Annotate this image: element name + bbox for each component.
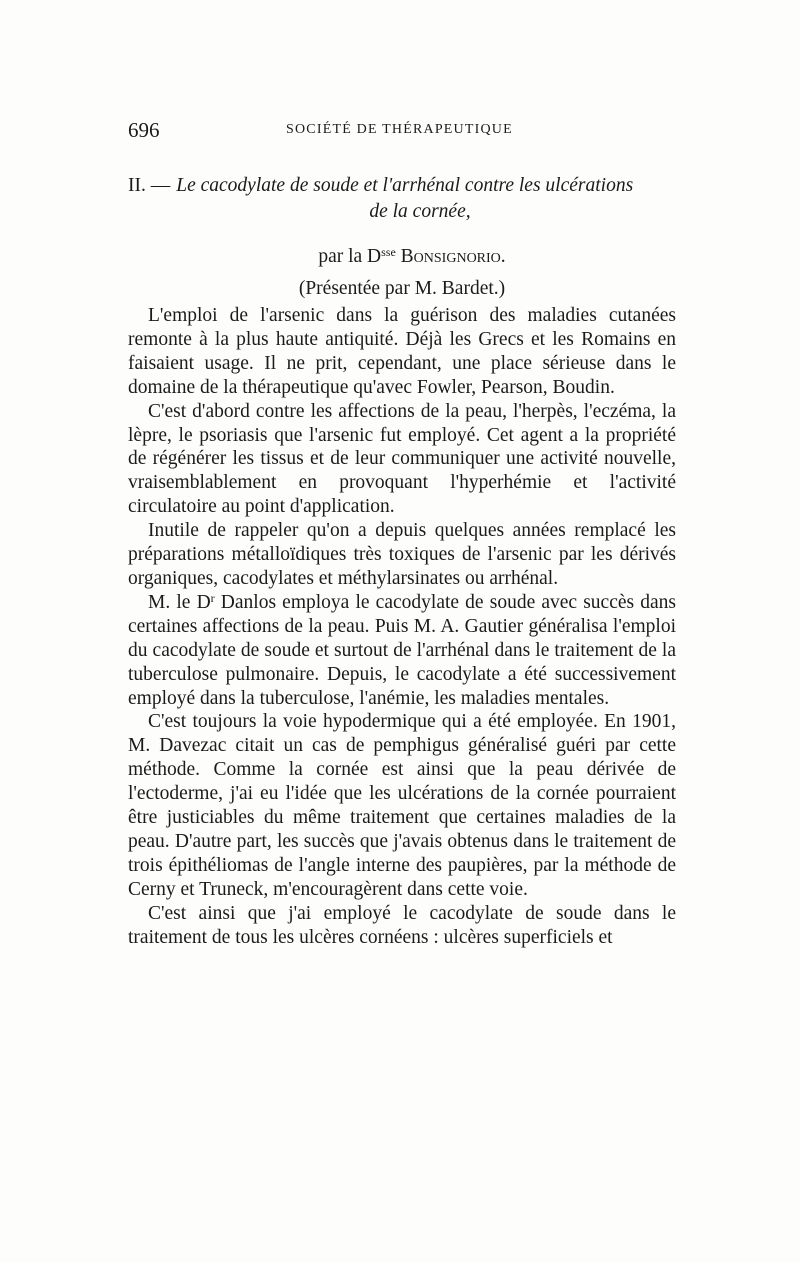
paragraph-text: Inutile de rappeler qu'on a depuis quelques années remplacé les préparations métalloïdiques très toxiques de l'arsenic par les dérivés organiques, cacodylates et méthylarsinates ou arrhénal. xyxy=(128,520,676,589)
paragraph-text: C'est toujours la voie hypodermique qui a été employée. En 1901, M. Davezac citait un cas de pemphigus généralisé guéri par cette méthode. Comme la cornée est ainsi que la peau dérivée de l'ectoderme, j'ai eu l'idée que les ulcérations de la cornée pourraient être justiciables du même traitement que certaines maladies de la peau. D'autre part, les succès que j'avais obtenus dans le traitement de trois épithéliomas de l'angle interne des paupières, par la méthode de Cerny et Truneck, m'encouragèrent dans cette voie. xyxy=(128,711,676,900)
paragraph xyxy=(128,591,676,711)
title-line-2: de la cornée, xyxy=(369,201,471,222)
paragraph xyxy=(128,902,676,950)
article-title xyxy=(128,173,676,225)
paragraph-text: L'emploi de l'arsenic dans la guérison des maladies cutanées remonte à la plus haute antiquité. Déjà les Grecs et les Romains en faisaient usage. Il ne prit, cependant, une place sérieuse dans le domaine de la thérapeutique qu'avec Fowler, Pearson, Boudin. xyxy=(128,305,676,398)
author-line xyxy=(128,236,676,273)
paragraph-text: Danlos employa le cacodylate de soude avec succès dans certaines affections de la peau. Puis M. A. Gautier généralisa l'emploi du cacodylate de soude et surtout de l'arrhénal dans le traitement de la tuberculose pulmonaire. Depuis, le cacodylate a été successivement employé dans la tuberculose, l'anémie, les maladies mentales. xyxy=(128,591,676,709)
page-number: 696 xyxy=(128,118,160,142)
paragraph xyxy=(128,304,676,400)
body-text xyxy=(128,304,676,949)
running-head: SOCIÉTÉ DE THÉRAPEUTIQUE xyxy=(286,122,513,137)
paragraph xyxy=(128,400,676,520)
paragraph xyxy=(128,710,676,901)
paragraph-text: M. le D xyxy=(148,591,211,613)
paragraph-text: C'est ainsi que j'ai employé le cacodylate de soude dans le traitement de tous les ulcères cornéens : ulcères superficiels et xyxy=(128,902,676,948)
article-number: II. — xyxy=(128,175,171,196)
byline-superscript: sse xyxy=(381,245,396,259)
author-name: Bonsignorio. xyxy=(400,246,506,267)
byline xyxy=(128,236,676,305)
title-line-1 xyxy=(128,173,676,199)
page-header xyxy=(128,118,676,148)
byline-prefix: par la D xyxy=(318,246,382,267)
presented-by: (Présentée par M. Bardet.) xyxy=(298,278,506,299)
paragraph xyxy=(128,519,676,591)
title-text-1: Le cacodylate de soude et l'arrhénal contre les ulcérations xyxy=(176,175,634,196)
doctor-superscript: r xyxy=(210,590,215,605)
paragraph-text: C'est d'abord contre les affections de la peau, l'herpès, l'eczéma, la lèpre, le psoriasis que l'arsenic fut employé. Cet agent a la propriété de régénérer les tissus et de leur communiquer une activité nouvelle, vraisemblablement en provoquant l'hyperhémie et l'activité circulatoire au point d'application. xyxy=(128,400,676,518)
